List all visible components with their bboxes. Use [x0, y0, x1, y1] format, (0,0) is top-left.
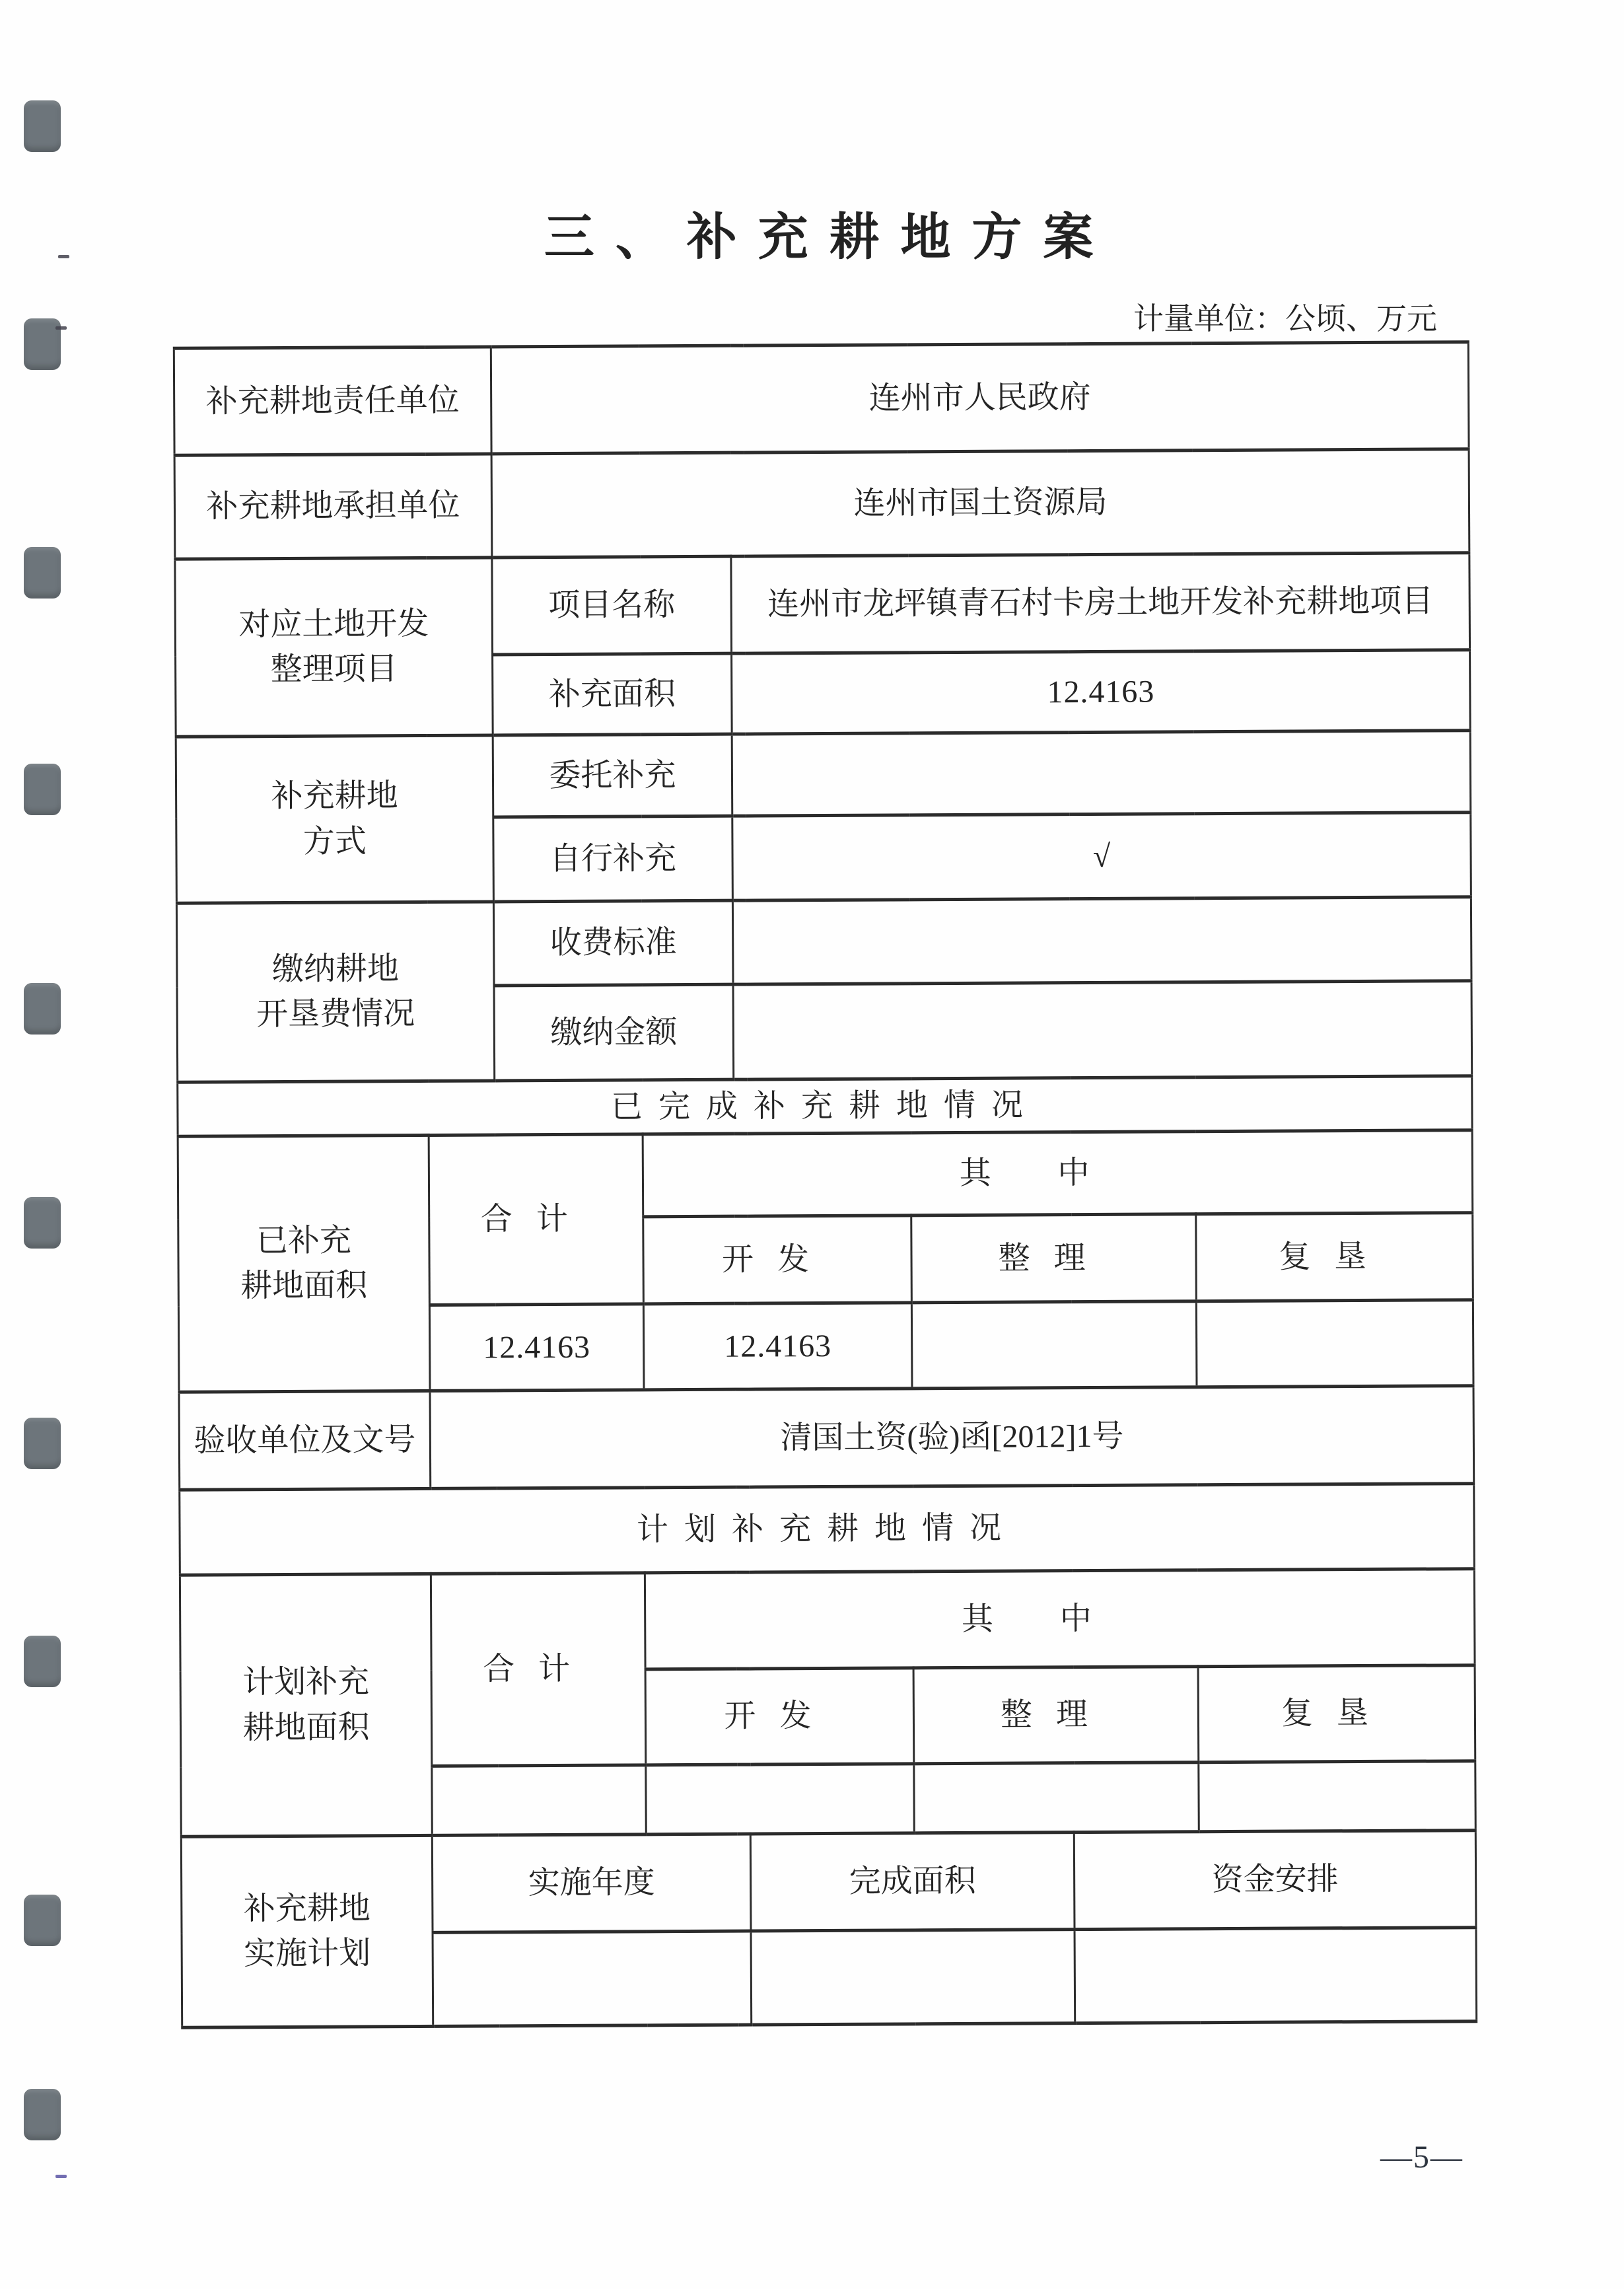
completed-area-label	[178, 1135, 430, 1392]
project-area-value: 12.4163	[732, 650, 1471, 734]
page-number: —5—	[1380, 2140, 1464, 2175]
method-section-label-line1: 补充耕地	[271, 778, 398, 815]
planned-develop-label: 开发	[645, 1668, 914, 1765]
method-entrust-value	[732, 731, 1471, 816]
scan-artifact-dash	[55, 2175, 67, 2178]
fee-standard-value	[732, 897, 1471, 984]
planned-reclaim-value	[1199, 1761, 1476, 1832]
undertaking-unit-value: 连州市国土资源局	[491, 449, 1469, 558]
planned-area-label	[180, 1574, 432, 1836]
completed-develop-label: 开发	[643, 1216, 912, 1304]
planned-among-label: 其中	[645, 1569, 1475, 1669]
fee-section-label	[176, 902, 494, 1082]
completed-develop-value: 12.4163	[643, 1303, 912, 1390]
implementation-fund-value	[1075, 1928, 1477, 2023]
planned-section-header: 计划补充耕地情况	[180, 1484, 1475, 1576]
binding-mark	[24, 1197, 61, 1249]
page-title: 三、补充耕地方案	[544, 210, 1115, 266]
project-section-label-line2: 整理项目	[270, 651, 398, 688]
implementation-area-label: 完成面积	[750, 1833, 1075, 1931]
completed-among-label: 其中	[643, 1130, 1473, 1217]
binding-mark	[24, 100, 61, 152]
acceptance-value: 清国土资(验)函[2012]1号	[430, 1386, 1474, 1489]
method-entrust-label: 委托补充	[493, 734, 732, 817]
completed-total-label: 合计	[429, 1134, 643, 1305]
planned-develop-value	[646, 1764, 915, 1835]
binding-mark	[24, 764, 61, 815]
planned-area-label-line1: 计划补充	[242, 1664, 370, 1700]
project-name-label: 项目名称	[492, 556, 732, 655]
fee-amount-label: 缴纳金额	[494, 984, 734, 1081]
completed-section-header: 已完成补充耕地情况	[178, 1076, 1472, 1137]
acceptance-label: 验收单位及文号	[179, 1391, 431, 1490]
implementation-fund-label: 资金安排	[1074, 1831, 1476, 1930]
implementation-year-label: 实施年度	[432, 1834, 751, 1932]
responsible-unit-label: 补充耕地责任单位	[174, 347, 491, 455]
fee-standard-label: 收费标准	[493, 900, 733, 986]
implementation-section-label-line2: 实施计划	[244, 1936, 371, 1972]
method-section-label-line2: 方式	[302, 823, 367, 859]
fee-section-label-line1: 缴纳耕地	[271, 951, 400, 987]
binding-mark	[24, 983, 61, 1035]
project-section-label	[175, 558, 493, 737]
completed-area-label-line1: 已补充	[256, 1223, 352, 1259]
responsible-unit-value: 连州市人民政府	[491, 342, 1469, 454]
project-section-label-line1: 对应土地开发	[238, 606, 429, 643]
completed-reclaim-label: 复垦	[1196, 1213, 1473, 1301]
planned-total-label: 合计	[431, 1573, 645, 1766]
implementation-section-label-line1: 补充耕地	[243, 1891, 371, 1927]
binding-mark	[24, 1418, 61, 1469]
completed-consolidate-label: 整理	[911, 1214, 1197, 1303]
completed-total-value: 12.4163	[429, 1304, 644, 1391]
project-name-value: 连州市龙坪镇青石村卡房土地开发补充耕地项目	[731, 553, 1470, 653]
scan-artifact-dash	[55, 326, 67, 330]
fee-section-label-line2: 开垦费情况	[256, 996, 415, 1033]
document-content	[177, 0, 1471, 2289]
method-self-checkmark: √	[732, 813, 1471, 900]
implementation-year-value	[433, 1931, 752, 2026]
supplementary-farmland-form-table	[173, 340, 1478, 2029]
planned-consolidate-value	[914, 1762, 1199, 1833]
scan-artifact-dash	[58, 255, 69, 258]
method-section-label	[176, 735, 493, 903]
binding-mark	[24, 547, 61, 599]
binding-mark	[24, 1895, 61, 1946]
implementation-area-value	[751, 1930, 1075, 2025]
planned-area-label-line2: 耕地面积	[242, 1709, 370, 1745]
measurement-unit-note: 计量单位：公顷、万元	[1133, 302, 1437, 336]
undertaking-unit-label: 补充耕地承担单位	[174, 454, 492, 559]
method-self-label: 自行补充	[493, 816, 733, 902]
project-area-label: 补充面积	[493, 653, 732, 735]
binding-mark	[24, 2089, 61, 2140]
completed-consolidate-value	[911, 1301, 1197, 1389]
planned-total-value	[432, 1765, 647, 1836]
completed-area-label-line2: 耕地面积	[240, 1268, 368, 1304]
implementation-section-label	[181, 1835, 433, 2027]
completed-reclaim-value	[1196, 1300, 1473, 1387]
binding-mark	[24, 1636, 61, 1687]
fee-amount-value	[733, 981, 1472, 1079]
planned-reclaim-label: 复垦	[1198, 1665, 1475, 1762]
planned-consolidate-label: 整理	[913, 1667, 1199, 1764]
